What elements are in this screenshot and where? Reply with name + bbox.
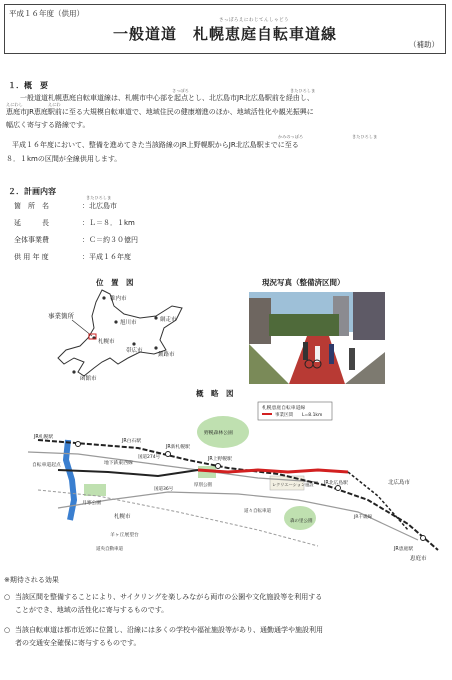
- overview-line: 一般道道札幌恵庭自転車道線は、札幌市中心部を起点とし、北広島市JR北広島駅前を経由し、: [20, 94, 314, 102]
- map-label: JR上野幌駅: [208, 457, 232, 462]
- map-label: 森の里公園: [290, 519, 313, 524]
- effects-heading: ※期待される効果: [4, 576, 59, 584]
- photo-building-left: [249, 298, 271, 344]
- ruby-place: きたひろしま: [86, 195, 112, 200]
- photo-left-verge: [249, 344, 289, 384]
- map-label: 道々自転車道: [244, 509, 271, 514]
- photo-trees: [269, 314, 339, 336]
- plan-key: 供 用 年 度: [14, 253, 49, 261]
- overview-paragraph-1: [6, 92, 444, 133]
- overview-line: ８．１kmの区間が全線供用します。: [6, 154, 122, 163]
- plan-key: 箇 所 名: [14, 202, 49, 210]
- effect-line: 当該自転車道は都市近郊に位置し、沿線には多くの学校や福祉施設等があり、通勤通学や施設利用: [15, 626, 323, 634]
- shin-sapporo-station-dot: [166, 452, 171, 457]
- plan-item-length: [14, 218, 135, 228]
- map-label: 地下鉄東西線: [104, 461, 133, 466]
- effect-mark: ○: [4, 593, 11, 601]
- wakkanai-dot: [102, 296, 105, 299]
- map-label: 道央自動車道: [96, 547, 123, 552]
- map-label: JR恵庭駅: [394, 547, 414, 552]
- site-photo-image: [249, 292, 385, 384]
- kushiro-dot: [154, 346, 157, 349]
- map-label: 羊ヶ丘展望台: [110, 533, 139, 538]
- plan-value: ：Ｌ＝８．１km: [82, 219, 135, 227]
- overview-route-map: [18, 400, 446, 570]
- hakodate-dot: [72, 370, 75, 373]
- map-label: JR新札幌駅: [166, 445, 190, 450]
- map-label: 国道274号: [138, 455, 161, 460]
- photo-label: 現況写真（整備済区間）: [262, 278, 345, 287]
- header-title-ruby: さっぽろえにわじてんしゃどう: [219, 18, 289, 23]
- overview-line: 幅広く寄与する路線です。: [6, 121, 90, 129]
- city-label: 函館市: [80, 376, 97, 382]
- photo-building-right: [353, 292, 385, 340]
- legend-sub: 事業区間: [275, 413, 293, 418]
- page-title: 一般道道 札幌恵庭自転車道線: [112, 25, 337, 43]
- effect-line: 当該区間を整備することにより、サイクリングを楽しみながら両市の公園や文化施設等を利用する: [15, 593, 323, 601]
- city-label: 札幌市: [98, 339, 115, 345]
- obihiro-dot: [132, 342, 135, 345]
- map-label: JR札幌駅: [34, 435, 54, 440]
- overview-paragraph-2: [6, 139, 444, 166]
- city-label: 旭川市: [120, 320, 137, 326]
- photo-person: [349, 348, 355, 370]
- plan-item-year: [14, 252, 131, 262]
- header-box: [4, 4, 446, 54]
- abashiri-dot: [154, 316, 157, 319]
- jigyo-label: 事業箇所: [48, 312, 74, 320]
- eniwa-station-dot: [421, 536, 426, 541]
- city-label: 稚内市: [110, 296, 127, 302]
- plan-key: 延 長: [14, 219, 49, 227]
- map-label: 厚別公園: [194, 483, 212, 488]
- tsukisamu-park: [84, 484, 106, 496]
- plan-item-cost: [14, 235, 138, 245]
- legend-length: L=8.1km: [302, 413, 323, 418]
- plan-value: ：北広島市: [82, 202, 117, 210]
- map-label: JR白石駅: [122, 439, 142, 444]
- map-label: 自転車道起点: [32, 463, 61, 468]
- ruby-kaminopporo: かみのっぽろ: [278, 134, 304, 139]
- overview-line: 恵庭市JR恵庭駅前に至る大規模自転車道で、地域住民の健康増進のほか、地域活性化や観光振興に: [6, 107, 314, 116]
- map-label: 月寒公園: [82, 501, 102, 506]
- hokkaido-outline: [58, 290, 182, 376]
- plan-value: ：平成１６年度: [82, 253, 131, 261]
- map-label: 野幌森林公園: [204, 431, 233, 436]
- site-photo: [249, 292, 385, 384]
- location-map-label: 位 置 図: [96, 278, 134, 287]
- section-2-heading: ２．計画内容: [8, 187, 56, 196]
- morinosato-park: [284, 506, 316, 530]
- kitahiroshima-station-dot: [336, 486, 341, 491]
- project-section-route: [198, 470, 348, 472]
- ruby-sapporo: さっぽろ: [172, 88, 189, 93]
- photo-person: [329, 344, 334, 364]
- effect-item-2: [4, 624, 448, 650]
- asahikawa-dot: [114, 320, 117, 323]
- map-label: 国道36号: [154, 487, 174, 492]
- map-label: JR千歳線: [354, 515, 372, 520]
- map-label: 北広島市: [388, 480, 411, 486]
- map-label: レクリエーション施設: [272, 482, 314, 487]
- ruby-eniwa: えにわ: [48, 102, 61, 107]
- overview-map-label: 概 略 図: [196, 389, 234, 398]
- city-label: 帯広市: [126, 348, 143, 354]
- map-label: 恵庭市: [410, 556, 427, 562]
- map-label: JR北広島駅: [324, 481, 348, 486]
- map-label: 札幌市: [114, 514, 131, 520]
- legend-title: 札幌恵庭自転車道線: [262, 406, 306, 411]
- ruby-kitahiroshima-2: きたひろしま: [352, 134, 378, 139]
- section-1-heading: １．概 要: [8, 81, 48, 90]
- plan-value: ：Ｃ＝約３０億円: [82, 236, 138, 244]
- header-year: 平成１６年度（供用）: [9, 9, 84, 18]
- effect-mark: ○: [4, 626, 11, 634]
- photo-person: [303, 342, 308, 360]
- sapporo-station-dot: [76, 442, 81, 447]
- kaminopporo-station-dot: [216, 464, 221, 469]
- hokkaido-location-map: [44, 288, 194, 384]
- plan-key: 全体事業費: [14, 236, 49, 244]
- effect-line: 者の交通安全確保に寄与するものです。: [15, 639, 141, 647]
- effect-line: ことができ、地域の活性化に寄与するものです。: [15, 606, 169, 614]
- overview-line: 平成１６年度において、整備を進めてきた当該路線のJR上野幌駅からJR北広島駅までに至る: [12, 141, 299, 149]
- city-label: 釧路市: [158, 352, 175, 358]
- plan-item-place: [14, 201, 117, 211]
- city-label: 網走市: [160, 317, 177, 323]
- ruby-eniwashi: えにわし: [6, 102, 23, 107]
- header-tag: （補助）: [409, 40, 439, 49]
- effect-item-1: [4, 591, 448, 617]
- ruby-kitahiroshima: きたひろしま: [290, 88, 316, 93]
